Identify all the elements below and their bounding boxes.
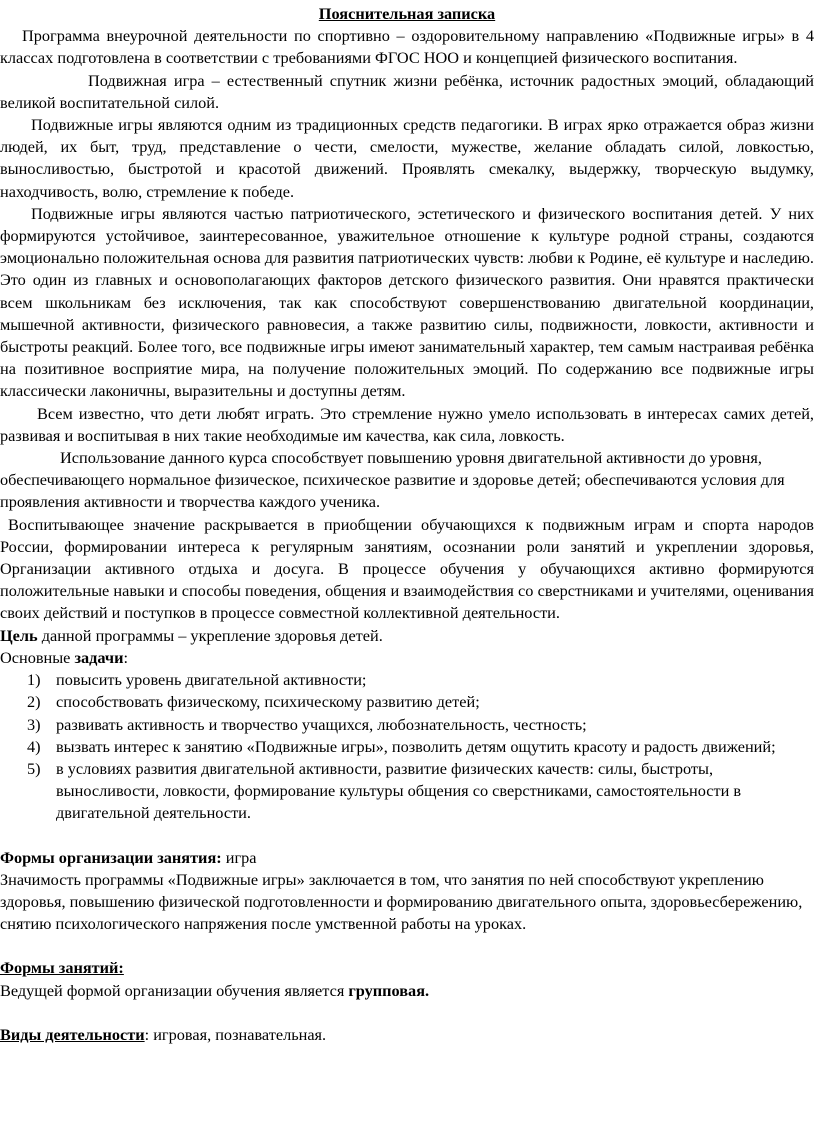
paragraph-children-play: Всем известно, что дети любят играть. Это стремление нужно умело использовать в интересах самих детей, развивая и воспитывая в них такие необходимые им качества, как сила, ловкость. [0,403,814,445]
activities-line [0,1024,814,1046]
activities-label: Виды деятельности [0,1024,145,1044]
list-item-number: 4) [27,736,41,756]
list-item-text: вызвать интерес к занятию «Подвижные игры», позволить детям ощутить красоту и радость движений; [56,736,776,756]
spacer [0,1002,814,1024]
leading-form-bold: групповая. [348,980,430,1000]
goal-label: Цель [0,625,38,645]
list-item-number: 5) [27,758,41,778]
forms-classes-label: Формы занятий: [0,958,124,978]
tasks-label: задачи [74,647,124,667]
spacer [0,935,814,957]
list-item-number: 1) [27,670,41,690]
list-item-number: 3) [27,714,41,734]
list-item [27,691,814,713]
tasks-heading [0,647,814,669]
paragraph-educational-value: Воспитывающее значение раскрывается в приобщении обучающихся к подвижным играм и спорта народов России, формировании интереса к регулярным занятиям, осознании роли занятий и укреплении здоровья, Организации активного отдыха и досуга. В процессе обучения у обучающихся активно формируются положительные навыки и способы поведения, общения и взаимодействия со сверстниками и учителями, оценивания своих действий и поступков в процессе совместной коллективной деятельности. [0,514,814,623]
forms-org-label: Формы организации занятия: [0,847,222,867]
paragraph-intro: Программа внеурочной деятельности по спортивно – оздоровительному направлению «Подвижные игры» в 4 классах подготовлена в соответствии с требованиями ФГОС НОО и концепцией физического воспитания. [0,26,814,68]
list-item-text: способствовать физическому, психическому развитию детей; [56,692,480,712]
document-title: Пояснительная записка [318,4,496,23]
forms-org-text: игра [221,847,257,867]
paragraph-game-companion: Подвижная игра – естественный спутник жизни ребёнка, источник радостных эмоций, обладающий великой воспитательной силой. [0,70,814,112]
list-item-text: развивать активность и творчество учащихся, любознательность, честность; [56,714,587,734]
goal-line [0,625,814,647]
list-item [27,736,814,758]
list-item-number: 2) [27,692,41,712]
activities-text: : игровая, познавательная. [144,1024,327,1044]
leading-form-line [0,980,814,1002]
list-item [27,714,814,736]
paragraph-patriotic: Подвижные игры являются частью патриотического, эстетического и физического воспитания детей. У них формируются устойчивое, заинтересованное, уважительное отношение к культуре родной страны, создаются эмоционально положительная основа для развития патриотических чувств: любви к Родине, её культуре и наследию. Это один из главных и основополагающих факторов детского физического развития. Они нравятся практически всем школьникам без исключения, так как способствуют совершенствованию двигательной координации, мышечной активности, физического равновесия, а также развитию силы, подвижности, ловкости, активности и быстроты реакций. Более того, все подвижные игры имеют занимательный характер, тем самым настраивая ребёнка на позитивное восприятие мира, на получение положительных эмоций. По содержанию все подвижные игры классически лаконичны, выразительны и доступны детям. [0,203,814,401]
list-item [27,758,814,825]
spacer [0,825,814,847]
paragraph-course-use: Использование данного курса способствует повышению уровня двигательной активности до уровня, обеспечивающего нормальное физическое, психическое развитие и здоровье детей; обеспечиваются условия для проявления активности и творчества каждого ученика. [0,448,785,512]
list-item-text: повысить уровень двигательной активности; [56,670,367,690]
forms-classes-line [0,957,814,979]
leading-form-text: Ведущей формой организации обучения является [0,980,349,1000]
forms-org-line [0,847,814,869]
paragraph-traditional-means: Подвижные игры являются одним из традиционных средств педагогики. В играх ярко отражается образ жизни людей, их быт, труд, представление о чести, смелости, мужестве, желание обладать силой, ловкостью, выносливостью, быстротой и красотой движений. Проявлять смекалку, выдержку, творческую выдумку, находчивость, волю, стремление к победе. [0,115,814,201]
paragraph-significance: Значимость программы «Подвижные игры» заключается в том, что занятия по ней способствуют укреплению здоровья, повышению физической подготовленности и формированию двигательного опыта, здоровьесбережению, снятию психологического напряжения после умственной работы на уроках. [0,869,803,934]
list-item [27,669,814,691]
tasks-list [0,669,814,824]
goal-text: данной программы – укрепление здоровья детей. [37,625,383,645]
tasks-suffix: : [123,647,128,667]
tasks-prefix: Основные [0,647,75,667]
list-item-text: в условиях развития двигательной активности, развитие физических качеств: силы, быстроты, выносливости, ловкости, формирование культуры общения со сверстниками, самостоятельности в двигательной деятельности. [56,758,742,823]
